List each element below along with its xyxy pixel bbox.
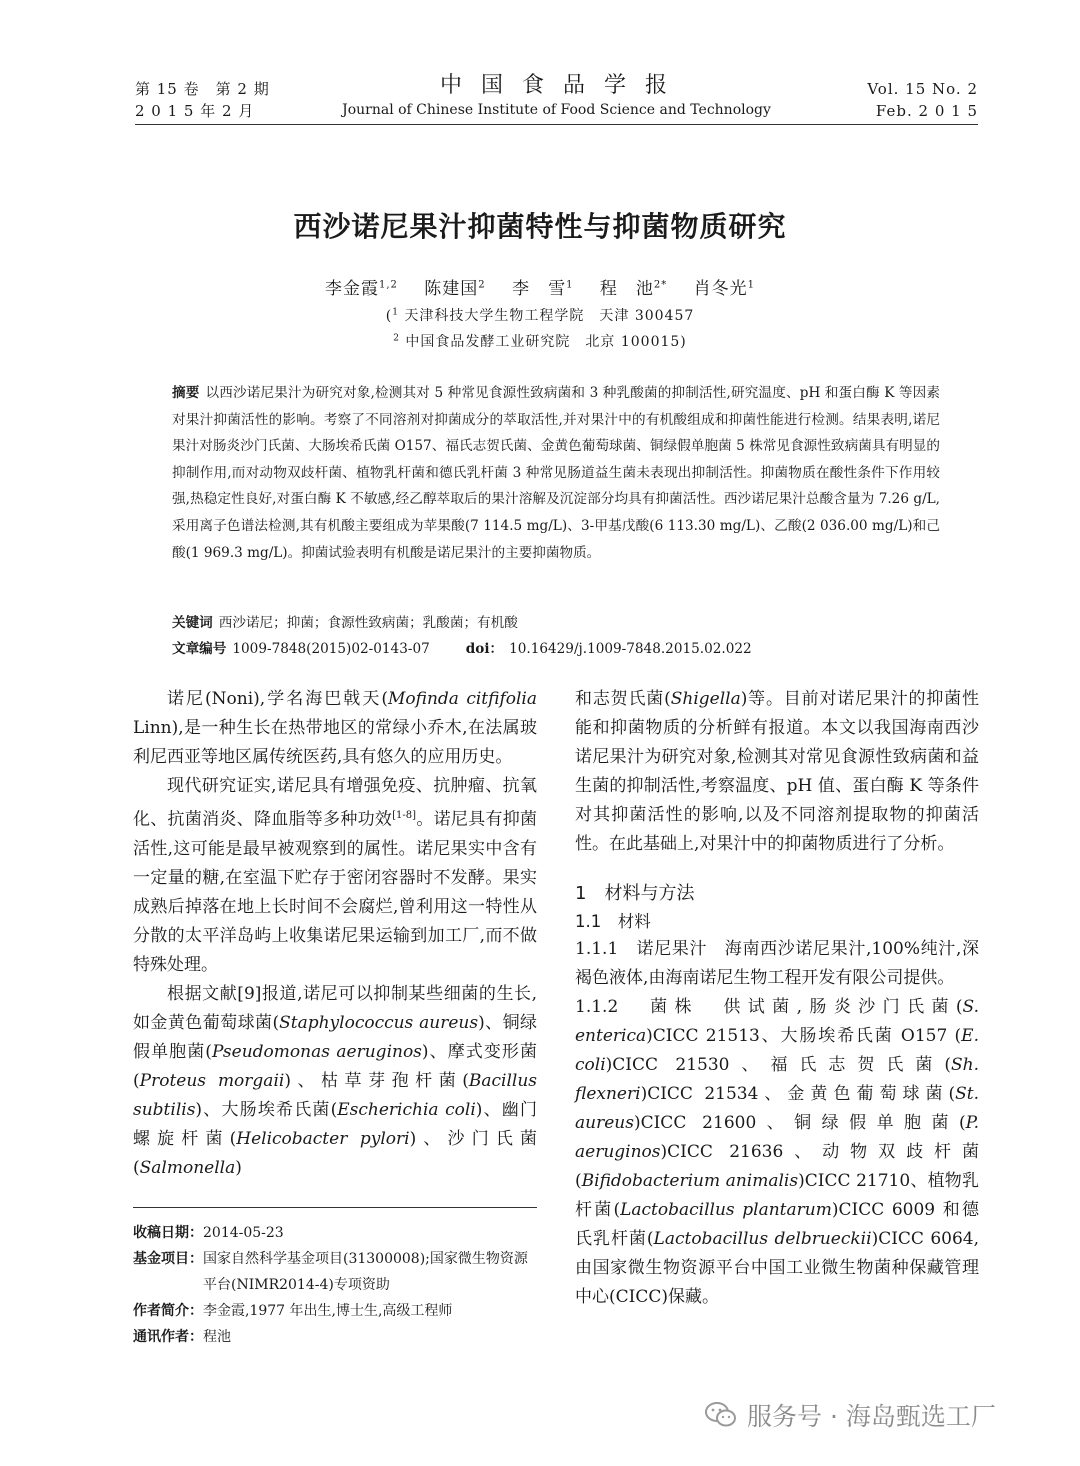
header-center bbox=[135, 72, 978, 120]
paper-title: 西沙诺尼果汁抑菌特性与抑菌物质研究 bbox=[293, 210, 787, 243]
article-number: 1009-7848(2015)02-0143-07 bbox=[232, 641, 430, 657]
paragraph: 1.1.2 菌株 供试菌,肠炎沙门氏菌(S. enterica)CICC 21513、大肠埃希氏菌 O157 (E. coli)CICC 21530、福氏志贺氏菌(Sh. flexneri)CICC 21534、金黄色葡萄球菌(St. aureus)CICC 21600、铜绿假单胞菌(P. aeruginos)CICC 21636、动物双歧杆菌(Bifidobacterium animalis)CICC 21710、植物乳杆菌(Lactobacillus plantarum)CICC 6009 和德氏乳杆菌(Lactobacillus delbrueckii)CICC 6064,由国家微生物资源平台中国工业微生物菌种保藏管理中心(CICC)保藏。 bbox=[575, 997, 980, 1307]
publication-date-cn: 2 0 1 5 年 2 月 bbox=[135, 102, 255, 120]
keywords-text: 西沙诺尼；抑菌；食源性致病菌；乳酸菌；有机酸 bbox=[218, 615, 518, 631]
watermark-text: 服务号 · 海岛甄选工厂 bbox=[747, 1402, 996, 1431]
journal-header bbox=[135, 72, 978, 125]
author: 陈建国$^2$ bbox=[424, 279, 486, 299]
journal-name-cn: 中 国 食 品 学 报 bbox=[440, 73, 673, 98]
subsection-heading: 1.1 材料 bbox=[575, 912, 651, 931]
journal-name-en: Journal of Chinese Institute of Food Science and Technology bbox=[342, 102, 771, 118]
body-right-column bbox=[575, 685, 979, 1312]
footnote-corresponding: 通讯作者： 程池 bbox=[133, 1329, 231, 1345]
volume-issue-en: Vol. 15 No. 2 bbox=[867, 80, 978, 98]
abstract bbox=[172, 380, 940, 566]
affiliation: $^2$ 中国食品发酵工业研究院 北京 100015) bbox=[393, 333, 687, 350]
author: 程 池$^{2*}$ bbox=[599, 279, 668, 299]
wechat-icon bbox=[705, 1402, 737, 1428]
section-heading: 1 材料与方法 bbox=[575, 883, 695, 904]
footnote-author-bio: 作者简介： 李金霞,1977 年出生,博士生,高级工程师 bbox=[133, 1303, 453, 1319]
footnote-funding: 基金项目： 国家自然科学基金项目(31300008);国家微生物资源平台(NIMR2014-4)专项资助 bbox=[133, 1251, 528, 1293]
header-right bbox=[867, 78, 978, 122]
footnote-received: 收稿日期： 2014-05-23 bbox=[133, 1225, 284, 1241]
keywords-block bbox=[172, 610, 940, 662]
paragraph: 根据文献[9]报道,诺尼可以抑制某些细菌的生长,如金黄色葡萄球菌(Staphylococcus aureus)、铜绿假单胞菌(Pseudomonas aeruginos)、摩式变形菌(Proteus morgaii)、枯草芽孢杆菌(Bacillus subtilis)、大肠埃希氏菌(Escherichia coli)、幽门螺旋杆菌(Helicobacter pylori)、沙门氏菌(Salmonella) bbox=[133, 983, 538, 1178]
doi-value: 10.16429/j.1009-7848.2015.02.022 bbox=[509, 641, 752, 657]
keywords-label: 关键词 bbox=[172, 615, 213, 631]
publication-date-en: Feb. 2 0 1 5 bbox=[875, 102, 978, 120]
watermark bbox=[705, 1397, 996, 1433]
paragraph: 诺尼(Noni),学名海巴戟天(Mofinda citfifolia Linn),是一种生长在热带地区的常绿小乔木,在法属玻利尼西亚等地区属传统医药,具有悠久的应用历史。 bbox=[133, 689, 538, 767]
body-left-column bbox=[133, 685, 537, 1183]
doi-label: doi： bbox=[465, 641, 504, 657]
abstract-text: 以西沙诺尼果汁为研究对象,检测其对 5 种常见食源性致病菌和 3 种乳酸菌的抑制活性,研究温度、pH 和蛋白酶 K 等因素对果汁抑菌活性的影响。考察了不同溶剂对抑菌成分的萃取活性,并对果汁中的有机酸组成和抑菌性能进行检测。结果表明,诺尼果汁对肠炎沙门氏菌、大肠埃希氏菌 O157、福氏志贺氏菌、金黄色葡萄球菌、铜绿假单胞菌 5 株常见食源性致病菌具有明显的抑制作用,而对动物双歧杆菌、植物乳杆菌和德氏乳杆菌 3 种常见肠道益生菌未表现出抑制活性。抑菌物质在酸性条件下作用较强,热稳定性良好,对蛋白酶 K 不敏感,经乙醇萃取后的果汁溶解及沉淀部分均具有抑菌活性。西沙诺尼果汁总酸含量为 7.26 g/L,采用离子色谱法检测,其有机酸主要组成为苹果酸(7 114.5 mg/L)、3-甲基戊酸(6 113.30 mg/L)、乙酸(2 036.00 mg/L)和己酸(1 969.3 mg/L)。抑菌试验表明有机酸是诺尼果汁的主要抑菌物质。 bbox=[172, 385, 941, 561]
article-number-label: 文章编号 bbox=[172, 641, 227, 657]
author: 肖冬光$^1$ bbox=[693, 279, 756, 299]
author: 李金霞$^{1,2}$ bbox=[324, 279, 398, 299]
citation: [1-8] bbox=[392, 810, 417, 821]
footnotes bbox=[133, 1207, 537, 1350]
author-list bbox=[0, 274, 1080, 299]
paragraph: 1.1.1 诺尼果汁 海南西沙诺尼果汁,100%纯汁,深褐色液体,由海南诺尼生物工程开发有限公司提供。 bbox=[575, 939, 979, 988]
volume-issue: 第 15 卷 第 2 期 bbox=[135, 80, 270, 98]
author: 李 雪$^1$ bbox=[512, 279, 574, 299]
affiliation: ($^1$ 天津科技大学生物工程学院 天津 300457 bbox=[385, 307, 695, 324]
paragraph: 和志贺氏菌(Shigella)等。目前对诺尼果汁的抑菌性能和抑菌物质的分析鲜有报道。本文以我国海南西沙诺尼果汁为研究对象,检测其对常见食源性致病菌和益生菌的抑制活性,考察温度、pH 值、蛋白酶 K 等条件对其抑菌活性的影响,以及不同溶剂提取物的抑菌活性。在此基础上,对果汁中的抑菌物质进行了分析。 bbox=[575, 689, 979, 854]
abstract-label: 摘要 bbox=[172, 385, 200, 401]
paragraph: 现代研究证实,诺尼具有增强免疫、抗肿瘤、抗氧化、抗菌消炎、降血脂等多种功效[1-8]。诺尼具有抑菌活性,这可能是最早被观察到的属性。诺尼果实中含有一定量的糖,在室温下贮存于密闭容器时不发酵。果实成熟后掉落在地上长时间不会腐烂,曾利用这一特性从分散的太平洋岛屿上收集诺尼果运输到加工厂,而不做特殊处理。 bbox=[133, 776, 538, 975]
